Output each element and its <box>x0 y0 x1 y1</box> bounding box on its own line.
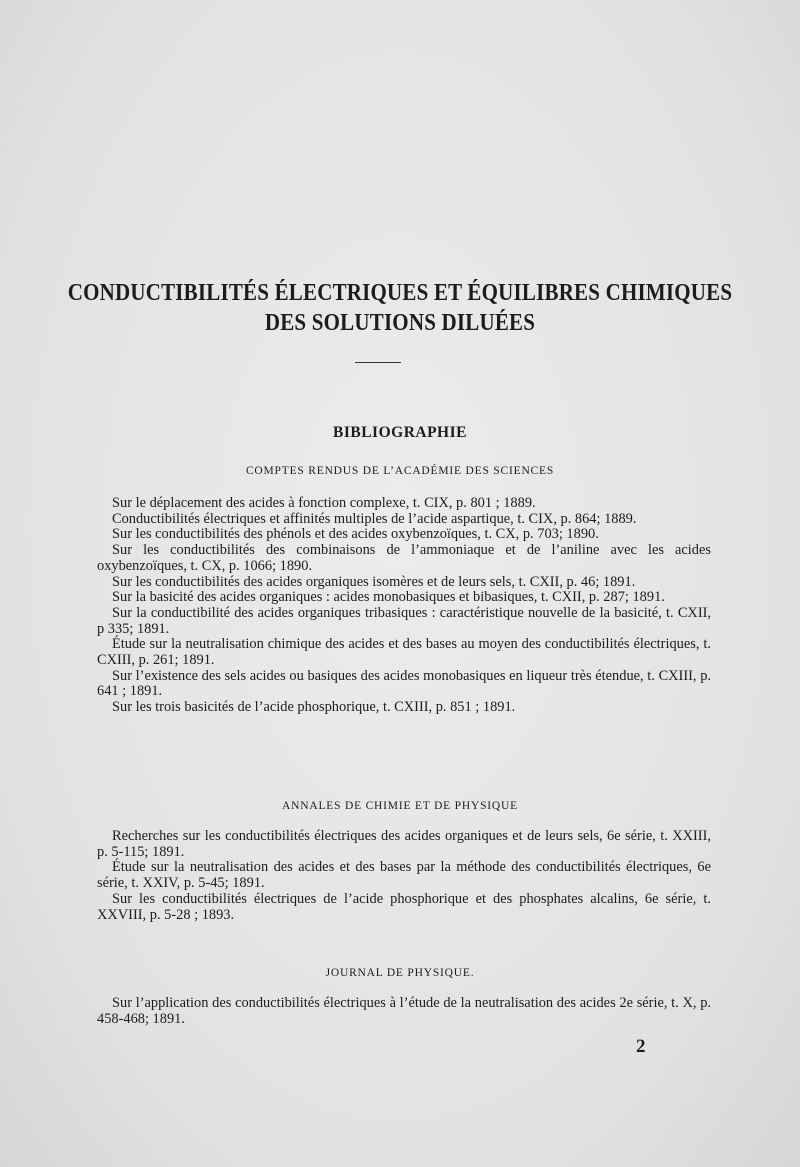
bibliography-heading: BIBLIOGRAPHIE <box>333 424 467 441</box>
list-item: Sur les conductibilités des acides organiques isomères et de leurs sels, t. CXII, p. 46; 1891. <box>112 573 636 590</box>
section-title-comptes-rendus: COMPTES RENDUS DE L’ACADÉMIE DES SCIENCES <box>245 465 555 477</box>
section-title-journal: JOURNAL DE PHYSIQUE. <box>325 967 475 979</box>
entry-list-comptes-rendus <box>97 496 711 716</box>
list-item: Sur les trois basicités de l’acide phosphorique, t. CXIII, p. 851 ; 1891. <box>112 699 516 716</box>
list-item: Étude sur la neutralisation chimique des acides et des bases au moyen des conductibilités électriques, t. CXIII, p. 261; 1891. <box>97 636 711 669</box>
list-item: Sur l’application des conductibilités électriques à l’étude de la neutralisation des acides 2e série, t. X, p. 458-468; 1891. <box>97 995 711 1027</box>
entry-list-annales <box>97 829 711 923</box>
list-item: Sur la conductibilité des acides organiques tribasiques : caractéristique nouvelle de la basicité, t. CXII, p 335; 1891. <box>97 604 711 637</box>
list-item: Sur la basicité des acides organiques : acides monobasiques et bibasiques, t. CXII, p. 287; 1891. <box>112 589 665 606</box>
page-number: 2 <box>636 1036 646 1057</box>
list-item: Étude sur la neutralisation des acides et des bases par la méthode des conductibilités électriques, 6e série, t. XXIV, p. 5-45; 1891. <box>97 859 711 892</box>
list-item: Recherches sur les conductibilités électriques des acides organiques et de leurs sels, 6e série, t. XXIII, p. 5-115; 1891. <box>97 828 711 860</box>
entry-list-journal <box>97 996 711 1027</box>
section-title-annales: ANNALES DE CHIMIE ET DE PHYSIQUE <box>282 800 518 812</box>
page-title-line-2: DES SOLUTIONS DILUÉES <box>264 308 536 336</box>
list-item: Sur le déplacement des acides à fonction complexe, t. CIX, p. 801 ; 1889. <box>112 495 536 511</box>
page-title-line-1: CONDUCTIBILITÉS ÉLECTRIQUES ET ÉQUILIBRES CHIMIQUES <box>67 278 733 306</box>
list-item: Sur les conductibilités des phénols et des acides oxybenzoïques, t. CX, p. 703; 1890. <box>112 526 599 543</box>
list-item: Sur les conductibilités électriques de l’acide phosphorique et des phosphates alcalins, 6e série, t. XXVIII, p. 5-28 ; 1893. <box>97 890 711 923</box>
list-item: Sur l’existence des sels acides ou basiques des acides monobasiques en liqueur très étendue, t. CXIII, p. 641 ; 1891. <box>97 667 711 700</box>
list-item: Conductibilités électriques et affinités multiples de l’acide aspartique, t. CIX, p. 864; 1889. <box>112 510 637 527</box>
list-item: Sur les conductibilités des combinaisons de l’ammoniaque et de l’aniline avec les acides oxybenzoïques, t. CX, p. 1066; 1890. <box>97 542 711 574</box>
title-divider <box>355 362 401 363</box>
